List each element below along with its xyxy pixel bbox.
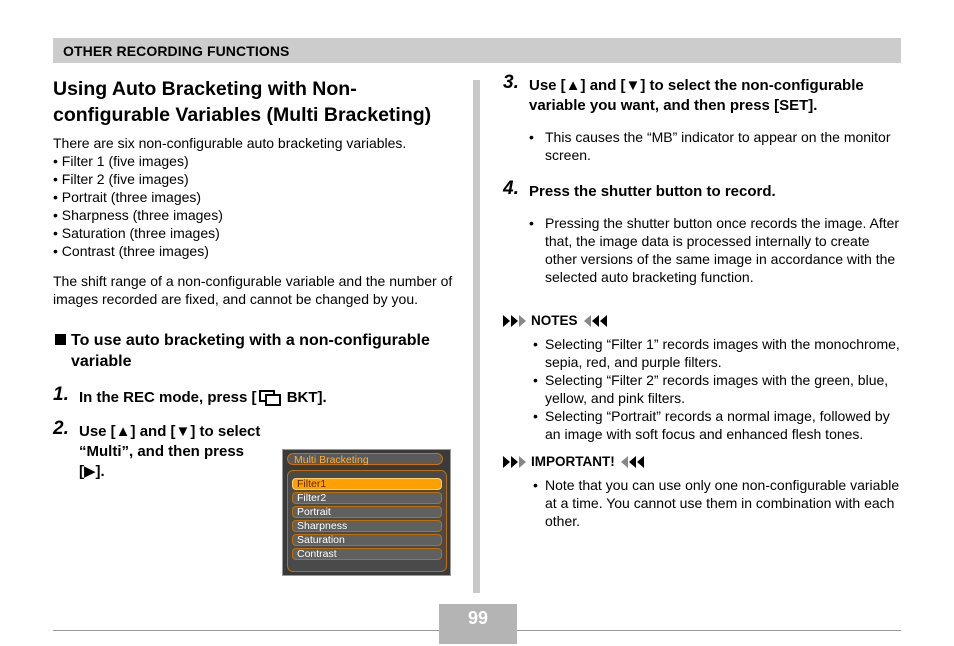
- lcd-menu-item-selected: Filter1: [292, 478, 442, 490]
- list-item: • Filter 2 (five images): [53, 170, 463, 188]
- step-1-text-b: BKT].: [282, 389, 327, 406]
- black-square-icon: [55, 334, 66, 345]
- right-column: [503, 72, 903, 530]
- lcd-menu-item: Portrait: [292, 506, 442, 518]
- step-4: [503, 178, 903, 202]
- step-number: 3.: [503, 72, 519, 93]
- intro-text: There are six non-configurable auto bracketing variables.: [53, 135, 407, 151]
- notes-list: [503, 335, 903, 443]
- important-heading: [503, 453, 903, 471]
- lcd-menu-item: Contrast: [292, 548, 442, 560]
- variable-list: [53, 152, 463, 260]
- notes-heading: [503, 312, 903, 330]
- important-text: Note that you can use only one non-configurable variable at a time. You cannot use them in combination with each other.: [545, 477, 900, 529]
- left-column: [53, 76, 463, 482]
- step-2: [53, 418, 269, 482]
- step-1: [53, 384, 463, 408]
- lcd-menu-panel: [287, 470, 447, 572]
- step-number: 2.: [53, 418, 69, 439]
- lcd-menu-title: Multi Bracketing: [287, 453, 443, 465]
- note-text: Selecting “Filter 2” records images with the green, blue, yellow, and pink filters.: [545, 372, 889, 406]
- bullet-dot: •: [533, 477, 538, 493]
- list-item: • Saturation (three images): [53, 224, 463, 242]
- list-item: [529, 407, 903, 443]
- step-4-bullet: [529, 214, 903, 286]
- bullet-dot: •: [529, 215, 534, 231]
- note-text: Selecting “Portrait” records a normal image, followed by an image with soft focus and enhanced flesh tones.: [545, 408, 890, 442]
- bullet-dot: •: [529, 129, 534, 145]
- triangle-right-icon: [503, 456, 527, 468]
- section-title: OTHER RECORDING FUNCTIONS: [63, 43, 290, 59]
- step-4-text: Press the shutter button to record.: [529, 183, 776, 200]
- camera-lcd-menu: [282, 449, 451, 576]
- notes-label: NOTES: [531, 313, 578, 328]
- step-number: 1.: [53, 384, 69, 405]
- step-3-text: Use [▲] and [▼] to select the non-configurable variable you want, and then press [SET].: [529, 77, 864, 114]
- list-item: • Contrast (three images): [53, 242, 463, 260]
- lcd-menu-item: Sharpness: [292, 520, 442, 532]
- column-divider: [473, 80, 480, 593]
- triangle-right-icon: [503, 315, 527, 327]
- step-3-bullet: [529, 128, 903, 164]
- shift-range-note: The shift range of a non-configurable variable and the number of images recorded are fixed, and cannot be changed by you.: [53, 273, 453, 307]
- list-item: • Filter 1 (five images): [53, 152, 463, 170]
- procedure-heading-text: To use auto bracketing with a non-configurable variable: [71, 332, 430, 370]
- lcd-menu-item: Saturation: [292, 534, 442, 546]
- section-header-bar: [53, 38, 901, 63]
- list-item: • Portrait (three images): [53, 188, 463, 206]
- bullet-dot: •: [533, 408, 538, 424]
- procedure-heading: [53, 330, 463, 372]
- page-number: 99: [439, 604, 517, 644]
- bullet-dot: •: [533, 336, 538, 352]
- step-4-bullet-text: Pressing the shutter button once records the image. After that, the image data is processed internally to create other versions of the same image in accordance with the selected auto bracketing function.: [545, 215, 900, 285]
- step-3: [503, 72, 903, 116]
- list-item: • Sharpness (three images): [53, 206, 463, 224]
- list-item: [529, 371, 903, 407]
- step-3-bullet-text: This causes the “MB” indicator to appear on the monitor screen.: [545, 129, 891, 163]
- triangle-left-icon: [621, 456, 645, 468]
- page-title: Using Auto Bracketing with Non-configurable Variables (Multi Bracketing): [53, 78, 432, 126]
- step-number: 4.: [503, 178, 519, 199]
- bracketing-button-icon: [259, 390, 281, 404]
- triangle-left-icon: [584, 315, 608, 327]
- step-1-text-a: In the REC mode, press [: [79, 389, 257, 406]
- important-list: [503, 476, 903, 530]
- list-item: [529, 476, 903, 530]
- lcd-menu-item: Filter2: [292, 492, 442, 504]
- step-2-text: Use [▲] and [▼] to select “Multi”, and then press [▶].: [79, 423, 261, 480]
- note-text: Selecting “Filter 1” records images with the monochrome, sepia, red, and purple filters.: [545, 336, 900, 370]
- bullet-dot: •: [533, 372, 538, 388]
- list-item: [529, 335, 903, 371]
- important-label: IMPORTANT!: [531, 454, 615, 469]
